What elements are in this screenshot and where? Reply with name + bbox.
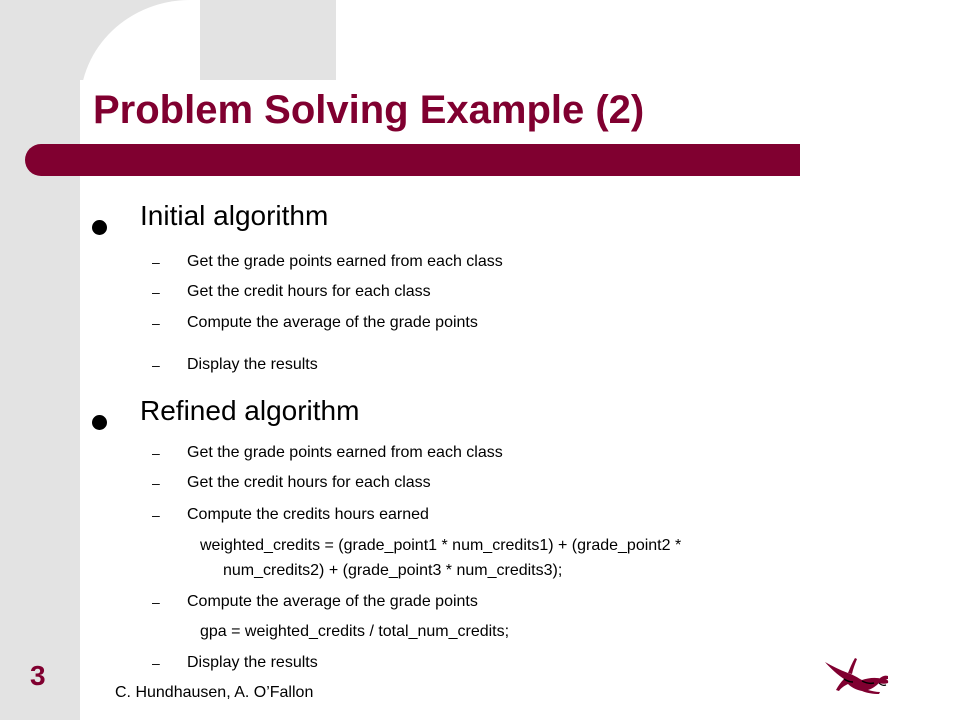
slide-number: 3: [30, 660, 46, 691]
heading-refined-algorithm: Refined algorithm: [140, 395, 360, 426]
dash-icon: –: [152, 315, 160, 331]
list-item: Get the grade points earned from each class: [187, 253, 503, 270]
bullet-dot-icon: [92, 415, 107, 430]
list-item: Get the credit hours for each class: [187, 474, 431, 491]
dash-icon: –: [152, 507, 160, 523]
dash-icon: –: [152, 445, 160, 461]
dash-icon: –: [152, 475, 160, 491]
weighted-credits-formula-cont: num_credits2) + (grade_point3 * num_credits3);: [223, 562, 563, 579]
list-item: Display the results: [187, 654, 318, 671]
author-credit: C. Hundhausen, A. O’Fallon: [115, 684, 314, 701]
cougar-logo-icon: [822, 648, 892, 696]
left-decor-bar: [0, 0, 80, 720]
list-item: Get the grade points earned from each class: [187, 444, 503, 461]
dash-icon: –: [152, 284, 160, 300]
dash-icon: –: [152, 254, 160, 270]
weighted-credits-formula: weighted_credits = (grade_point1 * num_credits1) + (grade_point2 *: [200, 537, 682, 554]
heading-initial-algorithm: Initial algorithm: [140, 200, 329, 231]
gpa-formula: gpa = weighted_credits / total_num_credits;: [200, 623, 510, 640]
bullet-dot-icon: [92, 220, 107, 235]
title-underline-bar: [25, 144, 800, 176]
list-item: Compute the average of the grade points: [187, 314, 478, 331]
slide-title: Problem Solving Example (2): [93, 88, 645, 132]
list-item: Display the results: [187, 356, 318, 373]
list-item: Compute the average of the grade points: [187, 593, 478, 610]
dash-icon: –: [152, 655, 160, 671]
list-item: Get the credit hours for each class: [187, 283, 431, 300]
dash-icon: –: [152, 594, 160, 610]
dash-icon: –: [152, 357, 160, 373]
list-item: Compute the credits hours earned: [187, 506, 429, 523]
